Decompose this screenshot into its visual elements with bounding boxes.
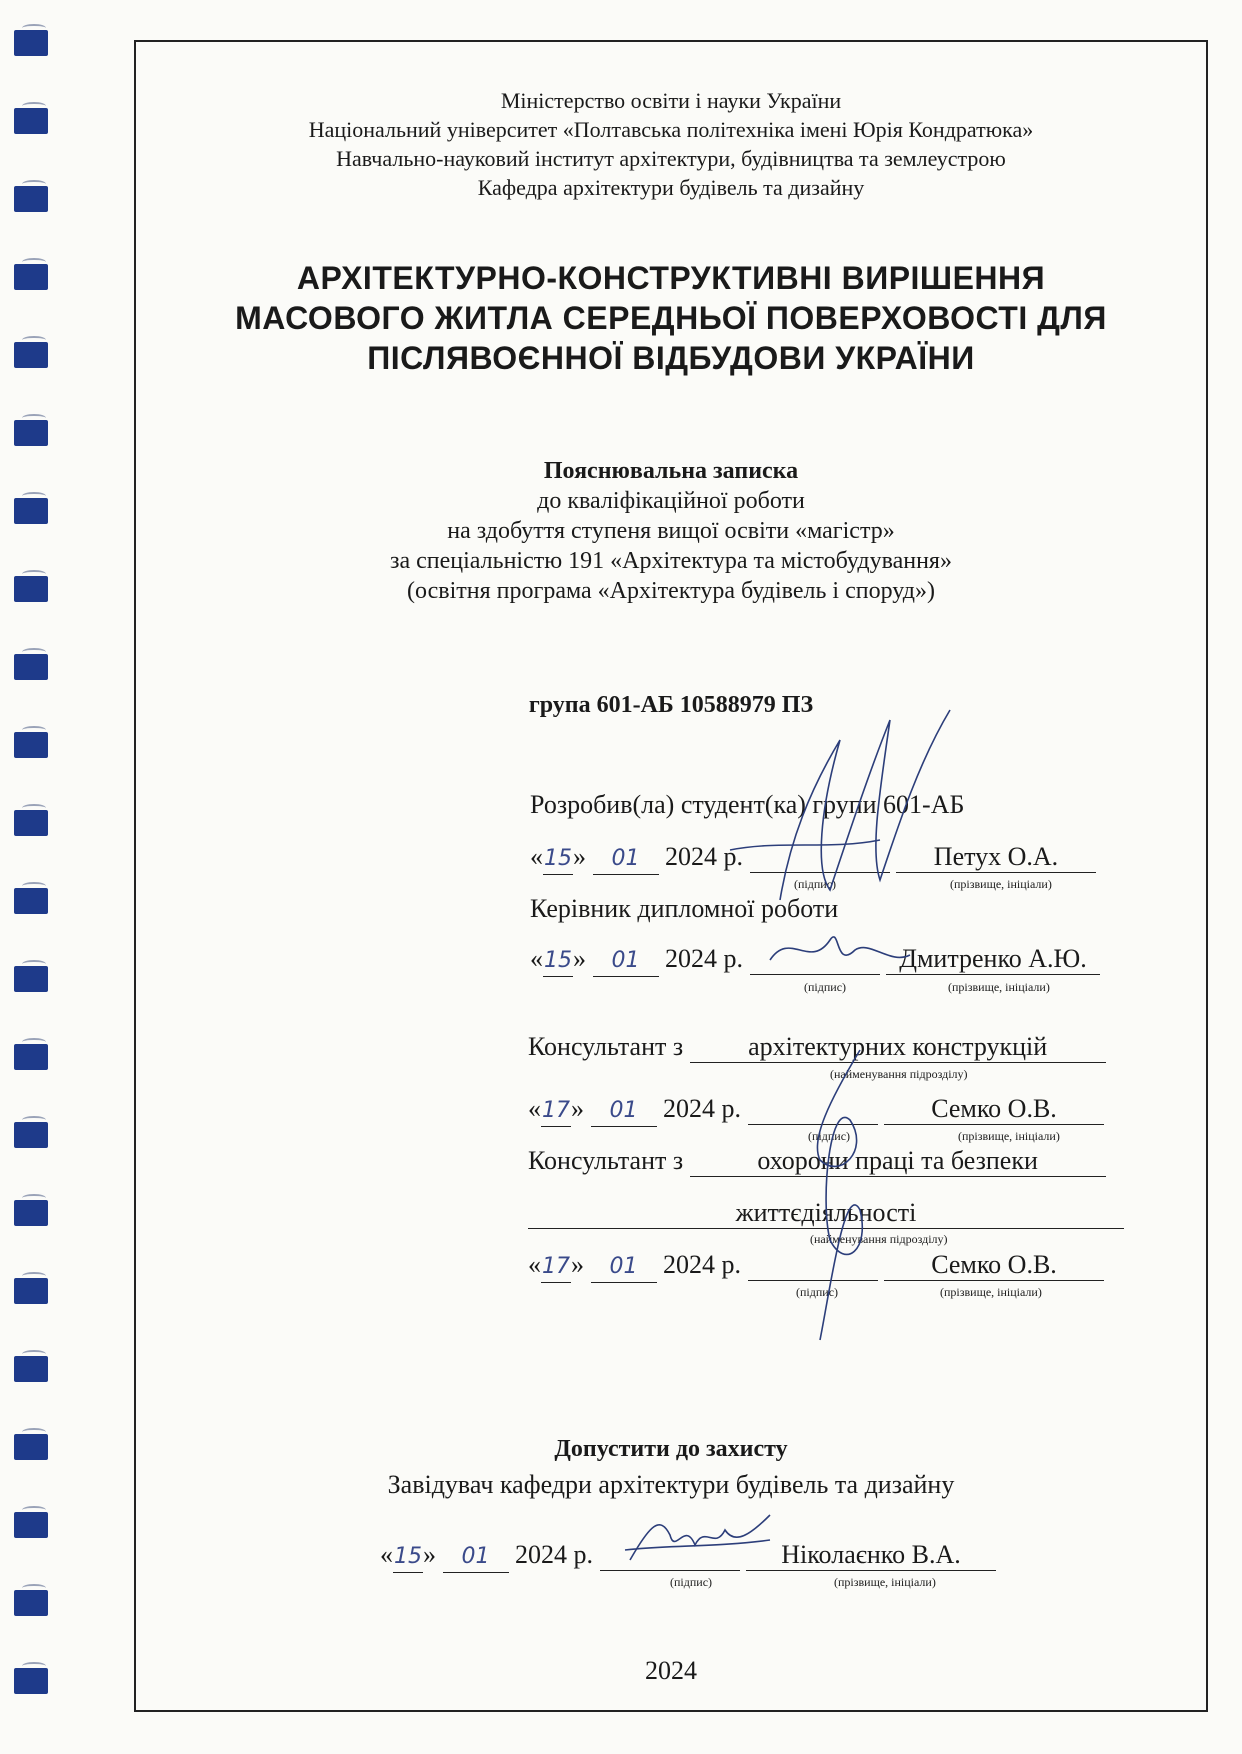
date-month: 01 bbox=[593, 946, 659, 977]
date-day: 15 bbox=[393, 1542, 423, 1573]
student-name: Петух О.А. bbox=[896, 842, 1096, 873]
binding-ring bbox=[14, 498, 48, 524]
date-year: 2024 р. bbox=[665, 944, 743, 973]
caption-name: (прізвище, ініціали) bbox=[958, 1129, 1060, 1143]
date-month: 01 bbox=[593, 844, 659, 875]
caption-sign: (підпис) bbox=[808, 1129, 851, 1143]
date-month: 01 bbox=[591, 1096, 657, 1127]
caption-sign: (підпис) bbox=[796, 1285, 839, 1299]
binding-ring bbox=[14, 1434, 48, 1460]
approver-signature-image bbox=[620, 1505, 780, 1575]
caption-sign: (підпис) bbox=[670, 1575, 713, 1589]
note-line: (освітня програма «Архітектура будівель і споруд») bbox=[407, 578, 935, 604]
date-year: 2024 р. bbox=[515, 1540, 593, 1569]
caption-name: (прізвище, ініціали) bbox=[940, 1285, 1042, 1299]
student-label: Розробив(ла) студент(ка) групи 601-АБ bbox=[530, 790, 965, 819]
note-line: до кваліфікаційної роботи bbox=[537, 488, 805, 514]
consultant1-label: Консультант з bbox=[528, 1032, 684, 1061]
caption-name: (прізвище, ініціали) bbox=[948, 980, 1050, 994]
date-year: 2024 р. bbox=[663, 1094, 741, 1123]
consultant2-subject-line2: життєдіяльності bbox=[528, 1198, 1124, 1229]
caption-name: (прізвище, ініціали) bbox=[834, 1575, 936, 1589]
note-line: за спеціальністю 191 «Архітектура та містобудування» bbox=[390, 548, 952, 574]
spiral-binding bbox=[0, 0, 58, 1754]
title-line: АРХІТЕКТУРНО-КОНСТРУКТИВНІ ВИРІШЕННЯ bbox=[296, 260, 1046, 296]
thesis-title bbox=[134, 258, 1208, 378]
caption-name: (прізвище, ініціали) bbox=[950, 877, 1052, 891]
date-year: 2024 р. bbox=[663, 1250, 741, 1279]
ministry-name: Міністерство освіти і науки України bbox=[500, 88, 842, 113]
date-day: 17 bbox=[541, 1096, 571, 1127]
binding-ring bbox=[14, 108, 48, 134]
university-name: Національний університет «Полтавська політехніка імені Юрія Кондратюка» bbox=[308, 117, 1034, 142]
note-line: на здобуття ступеня вищої освіти «магістр» bbox=[447, 518, 895, 544]
binding-ring bbox=[14, 966, 48, 992]
binding-ring bbox=[14, 1044, 48, 1070]
binding-ring bbox=[14, 1512, 48, 1538]
group-code: група 601-АБ 10588979 ПЗ bbox=[528, 692, 814, 718]
explanatory-note bbox=[134, 456, 1208, 606]
binding-ring bbox=[14, 1590, 48, 1616]
approval-heading: Допустити до захисту bbox=[554, 1436, 788, 1462]
department-name: Кафедра архітектури будівель та дизайну bbox=[477, 175, 865, 200]
binding-ring bbox=[14, 1200, 48, 1226]
footer-year: 2024 bbox=[645, 1656, 697, 1685]
supervisor-name: Дмитренко А.Ю. bbox=[886, 944, 1100, 975]
binding-ring bbox=[14, 30, 48, 56]
binding-ring bbox=[14, 264, 48, 290]
consultant1-signature-row: «17» 01 2024 р. Семко О.В. bbox=[528, 1094, 1104, 1127]
date-month: 01 bbox=[443, 1542, 509, 1573]
consultant2-label: Консультант з bbox=[528, 1146, 684, 1175]
binding-ring bbox=[14, 1278, 48, 1304]
binding-ring bbox=[14, 342, 48, 368]
institute-name: Навчально-науковий інститут архітектури, будівництва та землеустрою bbox=[336, 146, 1006, 171]
caption-subject: (найменування підрозділу) bbox=[810, 1232, 948, 1246]
consultant1-subject: архітектурних конструкцій bbox=[690, 1032, 1106, 1063]
note-heading: Пояснювальна записка bbox=[543, 458, 799, 484]
binding-ring bbox=[14, 732, 48, 758]
binding-ring bbox=[14, 810, 48, 836]
binding-ring bbox=[14, 888, 48, 914]
consultant1-name: Семко О.В. bbox=[884, 1094, 1104, 1125]
binding-ring bbox=[14, 186, 48, 212]
supervisor-label: Керівник дипломної роботи bbox=[530, 894, 839, 923]
date-month: 01 bbox=[591, 1252, 657, 1283]
caption-subject: (найменування підрозділу) bbox=[830, 1067, 968, 1081]
title-line: МАСОВОГО ЖИТЛА СЕРЕДНЬОЇ ПОВЕРХОВОСТІ ДЛЯ bbox=[235, 300, 1107, 336]
consultant-signature-image bbox=[790, 1040, 900, 1350]
binding-ring bbox=[14, 1122, 48, 1148]
binding-ring bbox=[14, 1356, 48, 1382]
consultant2-signature-row: «17» 01 2024 р. Семко О.В. bbox=[528, 1250, 1104, 1283]
student-signature-row: «15» 01 2024 р. Петух О.А. bbox=[530, 842, 1096, 875]
caption-sign: (підпис) bbox=[804, 980, 847, 994]
date-year: 2024 р. bbox=[665, 842, 743, 871]
binding-ring bbox=[14, 420, 48, 446]
consultant2-name: Семко О.В. bbox=[884, 1250, 1104, 1281]
binding-ring bbox=[14, 576, 48, 602]
binding-ring bbox=[14, 1668, 48, 1694]
head-of-department: Завідувач кафедри архітектури будівель та дизайну bbox=[387, 1470, 955, 1499]
approval-signature-row: «15» 01 2024 р. Ніколаєнко В.А. bbox=[380, 1540, 996, 1573]
student-signature-image bbox=[720, 700, 980, 920]
supervisor-signature-image bbox=[760, 920, 920, 980]
approver-name: Ніколаєнко В.А. bbox=[746, 1540, 996, 1571]
title-line: ПІСЛЯВОЄННОЇ ВІДБУДОВИ УКРАЇНИ bbox=[367, 340, 975, 376]
institution-header bbox=[134, 86, 1208, 202]
supervisor-signature-row: «15» 01 2024 р. Дмитренко А.Ю. bbox=[530, 944, 1100, 977]
date-day: 15 bbox=[543, 946, 573, 977]
date-day: 15 bbox=[543, 844, 573, 875]
binding-ring bbox=[14, 654, 48, 680]
date-day: 17 bbox=[541, 1252, 571, 1283]
caption-sign: (підпис) bbox=[794, 877, 837, 891]
consultant2-subject: охорони праці та безпеки bbox=[690, 1146, 1106, 1177]
